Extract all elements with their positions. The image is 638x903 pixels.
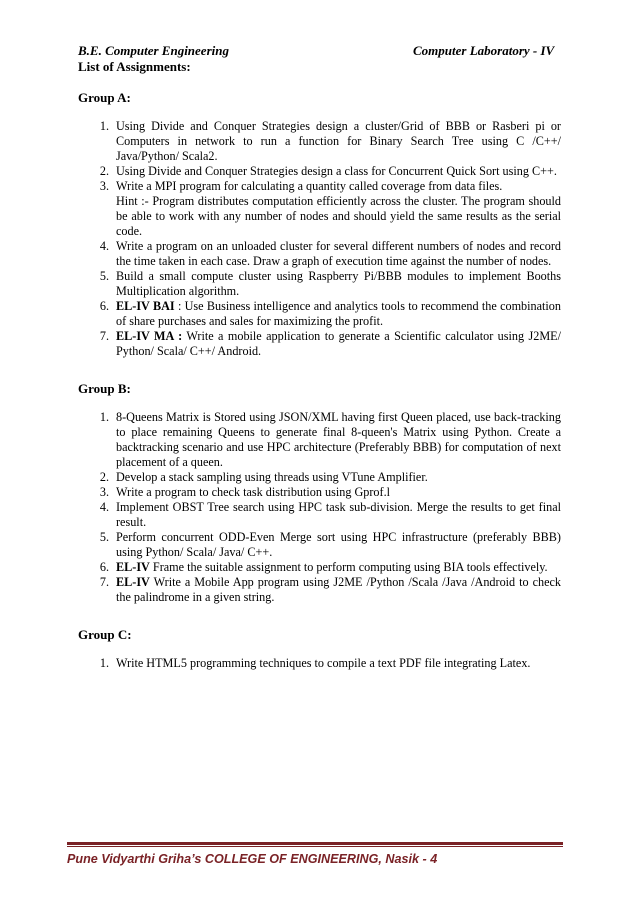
item-body: Write a program to check task distribution using Gprof.l xyxy=(116,485,391,499)
list-item xyxy=(78,530,561,560)
header-lab-title: Computer Laboratory - IV xyxy=(413,43,555,58)
item-body: Write a MPI program for calculating a quantity called coverage from data files. xyxy=(116,179,503,193)
item-elective-label: EL-IV xyxy=(116,560,150,574)
item-elective-label: EL-IV xyxy=(116,575,150,589)
item-body: Perform concurrent ODD-Even Merge sort using HPC infrastructure (preferably BBB) using Python/ Scala/ Java/ C++. xyxy=(116,530,561,559)
item-text xyxy=(116,164,561,179)
footer-divider xyxy=(67,842,563,845)
item-number: 3. xyxy=(99,179,109,193)
item-number: 6. xyxy=(99,299,109,313)
list-item xyxy=(78,299,561,329)
item-body: Develop a stack sampling using threads using VTune Amplifier. xyxy=(116,470,428,484)
item-body: Write a Mobile App program using J2ME /Python /Scala /Java /Android to check the palindrome in a given string. xyxy=(116,575,562,604)
item-body: Build a small compute cluster using Raspberry Pi/BBB modules to implement Booths Multiplication algorithm. xyxy=(116,269,561,298)
list-item xyxy=(78,656,561,671)
item-body: Using Divide and Conquer Strategies design a class for Concurrent Quick Sort using C++. xyxy=(116,164,557,178)
item-number: 1. xyxy=(99,410,109,424)
list-item xyxy=(78,164,561,179)
item-text xyxy=(116,500,561,530)
item-number: 7. xyxy=(99,329,109,343)
list-item xyxy=(78,119,561,164)
item-body: Frame the suitable assignment to perform computing using BIA tools effectively. xyxy=(152,560,548,574)
item-number: 5. xyxy=(99,269,109,283)
list-item xyxy=(78,329,561,359)
item-text xyxy=(116,410,561,470)
item-number: 7. xyxy=(99,575,109,589)
item-elective-label: EL-IV MA : xyxy=(116,329,183,343)
item-text xyxy=(116,485,561,500)
item-number: 1. xyxy=(99,656,109,670)
item-body: : Use Business intelligence and analytics tools to recommend the combination of share purchases and sales for maximizing the profit. xyxy=(116,299,561,328)
item-text xyxy=(116,656,561,671)
list-item xyxy=(78,575,561,605)
group-title: Group A: xyxy=(78,90,131,105)
item-number: 4. xyxy=(99,500,109,514)
item-body: Implement OBST Tree search using HPC task sub-division. Merge the results to get final result. xyxy=(116,500,561,529)
page-subtitle: List of Assignments: xyxy=(78,59,191,74)
item-text xyxy=(116,470,561,485)
group-title: Group C: xyxy=(78,627,132,642)
item-body: Write HTML5 programming techniques to compile a text PDF file integrating Latex. xyxy=(116,656,531,670)
assignment-ordered-list xyxy=(78,656,561,671)
item-number: 6. xyxy=(99,560,109,574)
item-text xyxy=(116,329,561,359)
item-number: 2. xyxy=(99,164,109,178)
item-number: 2. xyxy=(99,470,109,484)
item-text xyxy=(116,530,561,560)
list-item xyxy=(78,410,561,470)
item-number: 5. xyxy=(99,530,109,544)
item-body: Write a mobile application to generate a Scientific calculator using J2ME/ Python/ Scala/ C++/ Android. xyxy=(116,329,561,358)
header-course-title: B.E. Computer Engineering xyxy=(78,43,229,58)
list-item xyxy=(78,560,561,575)
item-hint: Hint :- Program distributes computation efficiently across the cluster. The program should be able to work with any number of nodes and should yield the same results as the serial code. xyxy=(116,194,561,238)
list-item xyxy=(78,485,561,500)
item-number: 3. xyxy=(99,485,109,499)
assignment-ordered-list xyxy=(78,119,561,359)
assignment-ordered-list xyxy=(78,410,561,605)
group-section xyxy=(78,90,561,359)
list-item xyxy=(78,179,561,239)
group-section xyxy=(78,627,561,671)
list-item xyxy=(78,470,561,485)
item-text xyxy=(116,269,561,299)
list-item xyxy=(78,269,561,299)
item-text xyxy=(116,299,561,329)
list-item xyxy=(78,500,561,530)
item-number: 4. xyxy=(99,239,109,253)
item-text xyxy=(116,179,561,239)
footer-divider-thin xyxy=(67,846,563,847)
assignment-list xyxy=(78,90,561,693)
group-title: Group B: xyxy=(78,381,131,396)
item-text xyxy=(116,575,561,605)
item-elective-label: EL-IV BAI xyxy=(116,299,175,313)
list-item xyxy=(78,239,561,269)
item-body: 8-Queens Matrix is Stored using JSON/XML having first Queen placed, use back-tracking to place remaining Queens to generate final 8-queen's Matrix using Python. Create a backtracking scenario and use HPC architecture (Preferably BBB) for computation of next placement of a queen. xyxy=(116,410,561,469)
item-body: Using Divide and Conquer Strategies design a cluster/Grid of BBB or Rasberi pi or Computers in network to run a function for Binary Search Tree using C /C++/ Java/Python/ Scala2. xyxy=(116,119,561,163)
item-text xyxy=(116,119,561,164)
footer-college-name: Pune Vidyarthi Griha’s COLLEGE OF ENGINEERING, Nasik - 4 xyxy=(67,852,438,866)
item-body: Write a program on an unloaded cluster for several different numbers of nodes and record the time taken in each case. Draw a graph of execution time against the number of nodes. xyxy=(116,239,561,268)
item-text xyxy=(116,560,561,575)
item-text xyxy=(116,239,561,269)
group-section xyxy=(78,381,561,605)
item-number: 1. xyxy=(99,119,109,133)
